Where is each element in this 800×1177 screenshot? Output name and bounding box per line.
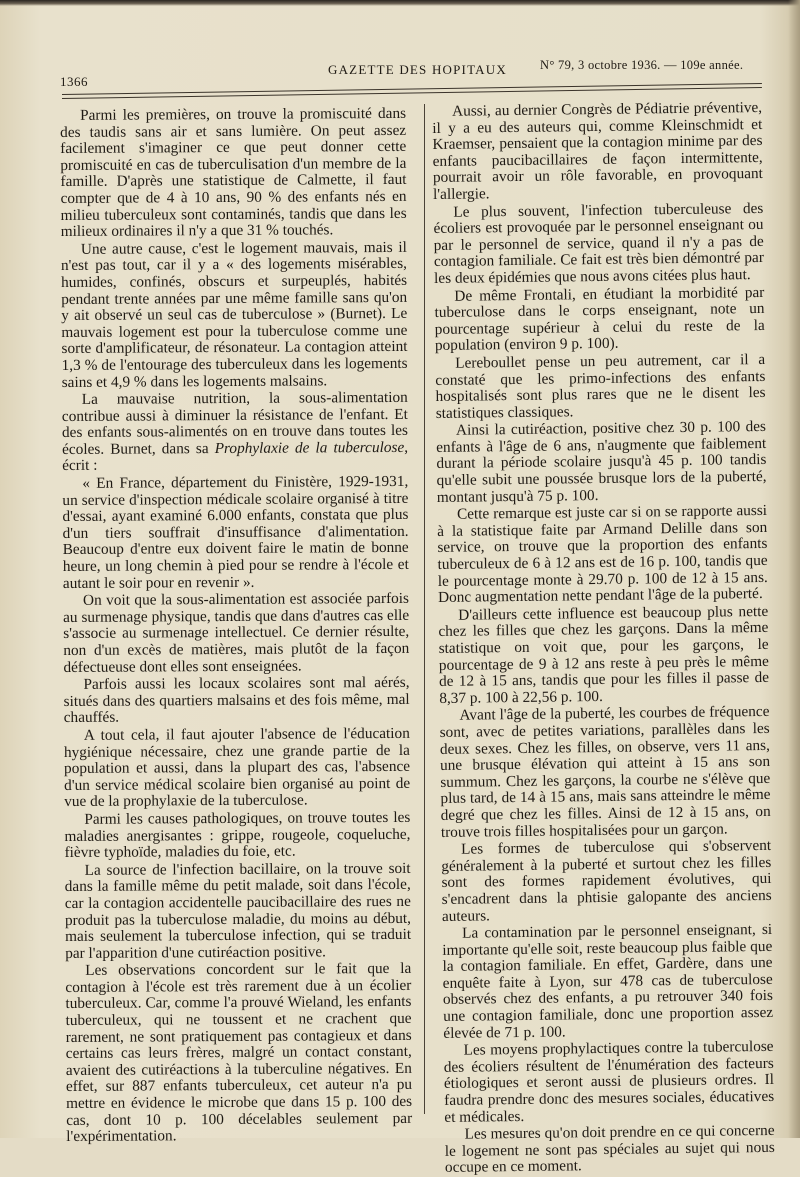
- paragraph: De même Frontali, en étudiant la morbidité par tuberculose dans le corps enseignant, note un pourcentage supérieur à celui du reste de la population (environ 9 p. 100).: [434, 283, 765, 355]
- paragraph: Parmi les causes pathologiques, on trouve toutes les maladies anergisantes : grippe, rougeole, coqueluche, fièvre typhoïde, maladies du foie, etc.: [64, 808, 411, 862]
- paragraph: Aussi, au dernier Congrès de Pédiatrie préventive, il y a eu des auteurs qui, comme Kleinschmidt et Kraemser, pensaient que la contagion minime par des enfants paucibacillaires de façon intermittente, pourrait avoir un rôle favorable, en provoquant l'allergie.: [432, 98, 763, 203]
- paragraph: Une autre cause, c'est le logement mauvais, mais il n'est pas tout, car il y a « des logements misérables, humides, confinés, obscurs et surpeuplés, habités pendant trente années par une même famille sans qu'on y ait observé un seul cas de tuberculose » (Burnet). Le mauvais logement est pour la tuberculose comme une sorte d'amplificateur, de résonateur. La contagion atteint 1,3 % de l'entourage des tuberculeux dans les logements sains et 4,9 % dans les logements malsains.: [60, 238, 408, 391]
- paragraph: Avant l'âge de la puberté, les courbes de fréquence sont, avec de petites variations, parallèles dans les deux sexes. Chez les filles, on observe, vers 11 ans, une brusque élévation qui atteint à 15 ans son summum. Chez les garçons, la courbe ne s'élève que plus tard, de 14 à 15 ans, mais sans atteindre le même degré que chez les filles. Ainsi de 12 à 15 ans, on trouve trois filles hospitalisées pour un garçon.: [439, 703, 771, 841]
- paragraph: Ainsi la cutiréaction, positive chez 30 p. 100 des enfants à l'âge de 6 ans, n'augmente que faiblement durant la période scolaire jusqu'à 45 p. 100 tandis qu'elle subit une poussée brusque lors de la puberté, montant jusqu'à 75 p. 100.: [436, 418, 767, 506]
- text-run: , écrit :: [62, 438, 409, 475]
- right-column: [432, 100, 775, 1177]
- paragraph: Cette remarque est juste car si on se rapporte aussi à la statistique faite par Armand Delille dans son service, on trouve que la proportion des enfants tuberculeux de 6 à 12 ans est de 16 p. 100, tandis que le pourcentage monte à 29.70 p. 100 de 12 à 15 ans. Donc augmentation nette pendant l'âge de la puberté.: [437, 502, 768, 607]
- paragraph: Les formes de tuberculose qui s'observent généralement à la puberté et surtout chez les filles sont des formes rapidement évolutives, qui s'encadrent dans la phtisie galopante des anciens auteurs.: [441, 837, 772, 925]
- text-run: La mauvaise nutrition, la sous-alimentation contribue aussi à diminuer la résistance de l'enfant. Et des enfants sous-alimentés on en trouve dans toutes les écoles. Burnet, dans sa: [61, 388, 409, 458]
- column-divider: [424, 104, 425, 1114]
- page-right-edge: [788, 0, 800, 1138]
- paragraph: [62, 390, 409, 475]
- paragraph: Les moyens prophylactiques contre la tuberculose des écoliers résultent de l'énumération des facteurs étiologiques et seront aussi de plusieurs ordres. Il faudra prendre donc des mesures sociales, éducatives et médicales.: [443, 1038, 775, 1126]
- paragraph: A tout cela, il faut ajouter l'absence de l'éducation hygiénique nécessaire, chez une grande partie de la population et aussi, dans la plupart des cas, l'absence d'un service médical scolaire bien organisé au point de vue de la prophylaxie de la tuberculose.: [63, 724, 411, 811]
- paragraph: Le plus souvent, l'infection tuberculeuse des écoliers est provoquée par le personnel enseignant ou par le personnel de service, quand il n'y a pas de contagion familiale. Ce fait est très bien démontré par les deux épidémies que nous avons citées plus haut.: [433, 199, 765, 287]
- paragraph: Parfois aussi les locaux scolaires sont mal aérés, situés dans des quartiers malsains et des fois même, mal chauffés.: [63, 674, 410, 727]
- page-number: 1366: [60, 74, 88, 89]
- paragraph: Parmi les premières, on trouve la promiscuité dans des taudis sans air et sans lumière. On peut assez facilement s'imaginer ce que peut donner cette promiscuité en cas de tuberculisation d'un membre de la famille. D'après une statistique de Calmette, il faut compter que de 4 à 10 ans, 90 % des enfants nés en milieu tuberculeux sont contaminés, tandis que dans les milieux ordinaires il n'y a que 31 % touchés.: [60, 104, 407, 241]
- left-column: [60, 106, 412, 1146]
- quotation: « En France, département du Finistère, 1929-1931, un service d'inspection médicale scolaire organisé à titre d'essai, ayant examiné 6.000 enfants, constata que plus d'un tiers souffrait d'insuffisance d'alimentation. Beaucoup d'entre eux doivent faire le matin de bonne heure, un long chemin à pied pour se rendre à l'école et autant le soir pour en revenir ».: [62, 472, 409, 592]
- journal-title: GAZETTE DES HOPITAUX: [328, 62, 507, 77]
- paragraph: La contamination par le personnel enseignant, si importante qu'elle soit, reste beaucoup plus faible que la contagion familiale. En effet, Gardère, dans une enquête faite à Lyon, sur 478 cas de tuberculose observés chez des enfants, a pu retrouver 340 fois une contagion familiale, donc une proportion assez élevée de 71 p. 100.: [442, 921, 774, 1042]
- page-top-edge: [0, 0, 800, 6]
- paragraph: Les observations concordent sur le fait que la contagion à l'école est très rarement due à un écolier tuberculeux. Car, comme l'a prouvé Wieland, les enfants tuberculeux, qui ne toussent et ne crachent que rarement, ne sont pratiquement pas contagieux et dans certains cas leurs frères, malgré un contact constant, avaient des cutiréactions à la tuberculine négatives. En effet, sur 887 enfants tuberculeux, cet auteur n'a pu mettre en évidence le microbe que dans 15 p. 100 des cas, dont 10 p. 100 décelables seulement par l'expérimentation.: [65, 960, 413, 1146]
- book-title: Prophylaxie de la tuberculose: [214, 438, 405, 457]
- paragraph: Les mesures qu'on doit prendre en ce qui concerne le logement ne sont pas spéciales au sujet qui nous occupe en ce moment.: [444, 1122, 775, 1177]
- paragraph: Lereboullet pense un peu autrement, car il a constaté que les primo-infections des enfants hospitalisés sont plus rares que ne le disent les statistiques classiques.: [435, 350, 766, 422]
- issue-info: N° 79, 3 octobre 1936. — 109e année.: [540, 58, 744, 72]
- paragraph: La source de l'infection bacillaire, on la trouve soit dans la famille même du petit malade, soit dans l'école, car la contagion accidentelle paucibacillaire des rues ne produit pas la tuberculose maladie, du moins au début, mais seulement la tuberculose infection, qui se traduit par l'apparition d'une cutiréaction positive.: [64, 859, 412, 962]
- paragraph: D'ailleurs cette influence est beaucoup plus nette chez les filles que chez les garçons. Dans la même statistique on voit que, pour les garçons, le pourcentage de 9 à 12 ans reste à peu près le même de 12 à 15 ans, tandis que pour les filles il passe de 8,37 p. 100 à 22,56 p. 100.: [438, 602, 770, 707]
- paragraph: On voit que la sous-alimentation est associée parfois au surmenage physique, tandis que dans d'autres cas elle s'associe au surmenage intellectuel. Ce dernier résulte, non d'un excès de matières, mais plutôt de la façon défectueuse dont elles sont enseignées.: [63, 590, 410, 676]
